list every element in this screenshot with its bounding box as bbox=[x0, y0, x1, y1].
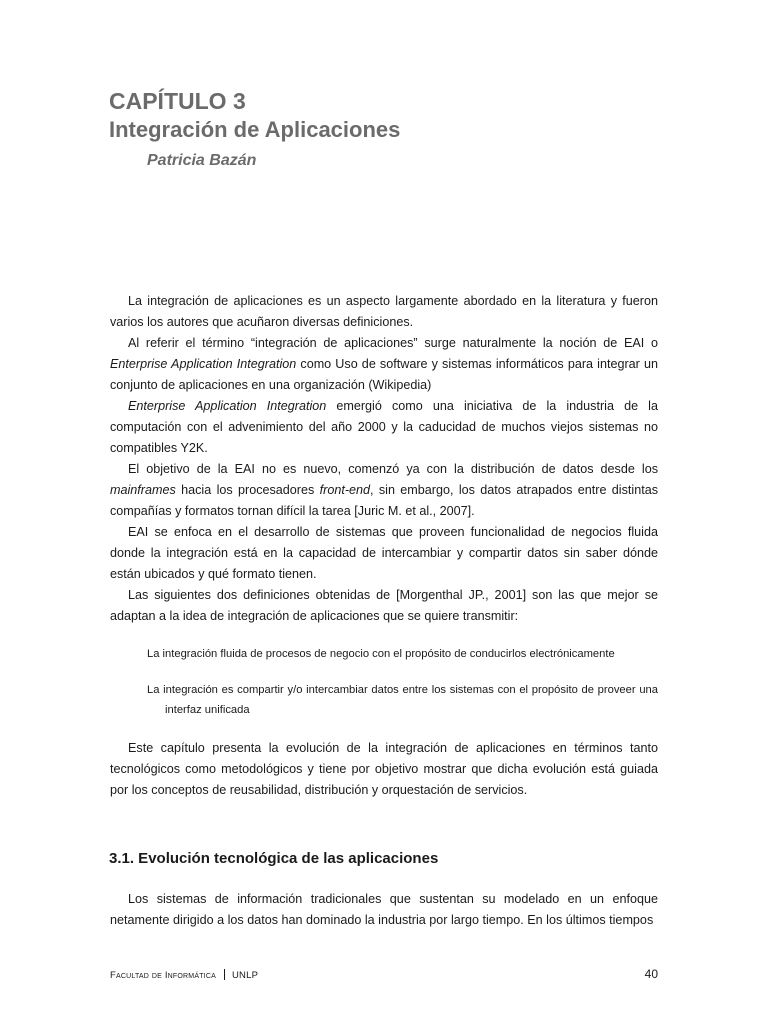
chapter-number: CAPÍTULO 3 bbox=[109, 88, 246, 114]
paragraph-emphasis: Enterprise Application Integration bbox=[128, 399, 327, 413]
page-number: 40 bbox=[644, 967, 658, 981]
paragraph-text: hacia los procesadores bbox=[175, 483, 320, 497]
quote-definition-2: La integración es compartir y/o intercambiar datos entre los sistemas con el propósito de proveer una interfaz unificada bbox=[147, 684, 658, 716]
chapter-intro-text bbox=[110, 291, 658, 801]
footer-faculty: Facultad de Informática bbox=[110, 970, 216, 981]
section-heading: 3.1. Evolución tecnológica de las aplicaciones bbox=[109, 850, 439, 867]
paragraph bbox=[110, 333, 658, 396]
paragraph bbox=[110, 396, 658, 459]
paragraph-emphasis: mainframes bbox=[110, 483, 176, 497]
section-text bbox=[110, 889, 658, 931]
paragraph-text: El objetivo de la EAI no es nuevo, comenzó ya con la distribución de datos desde los bbox=[128, 462, 658, 476]
footer-university: UNLP bbox=[231, 970, 259, 981]
paragraph-text: como Uso de software y sistemas informáticos para integrar un conjunto de aplicaciones en una organización (Wikipedia) bbox=[110, 357, 658, 392]
footer-separator bbox=[224, 969, 225, 980]
paragraph: Los sistemas de información tradicionales que sustentan su modelado en un enfoque netamente dirigido a los datos han dominado la industria por largo tiempo. En los últimos tiempos bbox=[110, 892, 658, 927]
paragraph-text: Al referir el término “integración de aplicaciones” surge naturalmente la noción de EAI o bbox=[128, 336, 658, 350]
chapter-author: Patricia Bazán bbox=[147, 152, 257, 169]
paragraph-text: , sin embargo, los datos atrapados entre distintas compañías y formatos tornan difícil la tarea [Juric M. et al., 2007]. bbox=[110, 483, 658, 518]
footer-institution bbox=[110, 969, 258, 981]
paragraph: Este capítulo presenta la evolución de la integración de aplicaciones en términos tanto tecnológicos como metodológicos y tiene por objetivo mostrar que dicha evolución está guiada por los conceptos de reusabilidad, distribución y orquestación de servicios. bbox=[110, 741, 658, 797]
paragraph: La integración de aplicaciones es un aspecto largamente abordado en la literatura y fueron varios los autores que acuñaron diversas definiciones. bbox=[110, 294, 658, 329]
paragraph-emphasis: front-end bbox=[319, 483, 371, 497]
paragraph bbox=[110, 459, 658, 522]
chapter-title: Integración de Aplicaciones bbox=[109, 117, 401, 142]
page-footer bbox=[110, 967, 658, 985]
paragraph: Las siguientes dos definiciones obtenidas de [Morgenthal JP., 2001] son las que mejor se adaptan a la idea de integración de aplicaciones que se quiere transmitir: bbox=[110, 588, 658, 623]
paragraph: EAI se enfoca en el desarrollo de sistemas que proveen funcionalidad de negocios fluida donde la integración está en la capacidad de intercambiar y compartir datos sin saber dónde están ubicados y qué formato tienen. bbox=[110, 525, 658, 581]
definition-quotes bbox=[110, 644, 658, 720]
paragraph-text: emergió como una iniciativa de la industria de la computación con el advenimiento del año 2000 y la caducidad de muchos viejos sistemas no compatibles Y2K. bbox=[110, 399, 658, 455]
paragraph-emphasis: Enterprise Application Integration bbox=[110, 357, 297, 371]
quote-definition-1: La integración fluida de procesos de negocio con el propósito de conducirlos electrónicamente bbox=[147, 648, 615, 660]
